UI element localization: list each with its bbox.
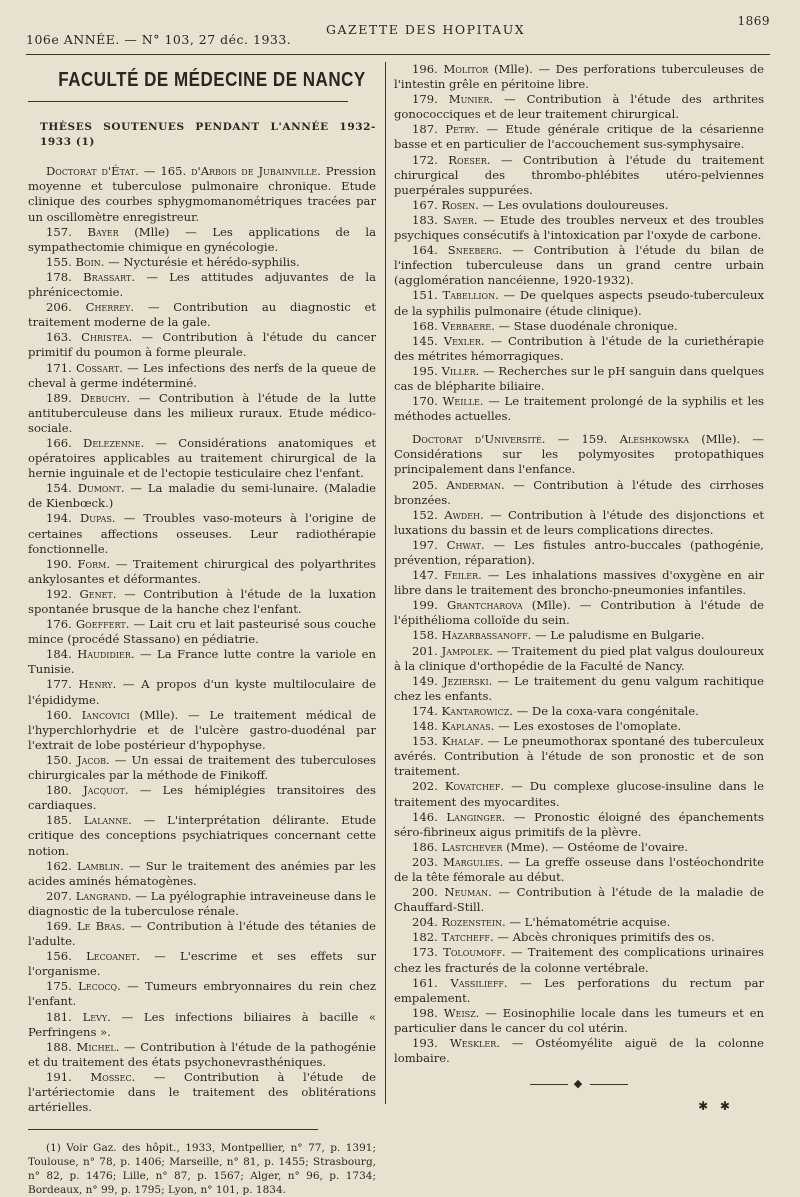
thesis-number: 186. bbox=[412, 839, 438, 854]
thesis-title: — Etude des troubles nerveux et des troubles psychiques consécutifs à l'intoxication par l'oxyde de carbone. bbox=[394, 212, 765, 243]
thesis-title: (Mlle). — Contribution à l'étude de l'épithélioma colloïde du sein. bbox=[394, 598, 765, 628]
thesis-number: 168. bbox=[412, 318, 438, 333]
thesis-title: — La pyélographie intraveineuse dans le diagnostic de la tuberculose rénale. bbox=[28, 888, 376, 918]
thesis-title: — Contribution à l'étude des cirrhoses bronzées. bbox=[394, 477, 765, 507]
author-name: Le Bras. bbox=[76, 918, 126, 933]
thesis-entry bbox=[394, 930, 764, 945]
thesis-title: (Mlle). — Des perforations tuberculeuses de l'intestin grêle en péritoine libre. bbox=[394, 62, 765, 92]
thesis-entry bbox=[394, 628, 764, 643]
footnote-rule bbox=[28, 1129, 318, 1130]
thesis-title: — Contribution à l'étude de la pathogénie et du traitement des états psychonevrasthéniques. bbox=[28, 1039, 377, 1069]
thesis-entry bbox=[394, 644, 764, 674]
footnote: (1) Voir Gaz. des hôpit., 1933, Montpellier, n° 77, p. 1391; Toulouse, n° 78, p. 1406; Marseille, n° 81, p. 1455; Strasbourg, n° 82, p. 1476; Lille, n° 87, p. 1567; Alger, n° 96, p. 1734; Bordeaux, n° 99, p. 1795; Lyon, n° 101, p. 1834. bbox=[28, 1141, 376, 1196]
author-name: Grantcharova bbox=[446, 598, 523, 613]
thesis-entry bbox=[394, 508, 764, 538]
thesis-entry bbox=[28, 391, 376, 436]
thesis-title: — L'escrime et ses effets sur l'organisme. bbox=[28, 949, 377, 979]
thesis-entry bbox=[28, 557, 376, 587]
thesis-title: — La maladie du semi-lunaire. (Maladie de Kienbœck.) bbox=[28, 481, 377, 511]
author-name: Goeffert. bbox=[75, 617, 130, 632]
author-name: Weskler. bbox=[449, 1036, 500, 1050]
thesis-number: 188. bbox=[46, 1039, 72, 1054]
column-divider bbox=[385, 62, 386, 1104]
author-name: Petry. bbox=[445, 122, 479, 137]
author-name: Awdeh. bbox=[444, 507, 484, 522]
thesis-title: — Les hémiplégies transitoires des cardiaques. bbox=[28, 783, 376, 813]
thesis-number: 159. bbox=[581, 432, 608, 447]
title-rule bbox=[28, 101, 348, 102]
thesis-entry bbox=[394, 1036, 764, 1066]
thesis-entry bbox=[394, 945, 764, 975]
right-column bbox=[394, 62, 764, 1140]
thesis-number: 200. bbox=[412, 885, 438, 900]
thesis-number: 160. bbox=[46, 707, 72, 722]
section-heading: Doctorat d'Université. bbox=[412, 432, 546, 447]
thesis-title: — De la coxa-vara congénitale. bbox=[516, 703, 699, 718]
thesis-number: 177. bbox=[46, 677, 72, 692]
thesis-number: 192. bbox=[46, 586, 72, 601]
thesis-title: Pression moyenne et tuberculose pulmonaire chronique. Etude clinique des courbes sphygmomanométriques tracées par un oscillomètre enregistreur. bbox=[28, 164, 377, 224]
thesis-entry bbox=[28, 647, 376, 677]
author-name: Brassart. bbox=[83, 269, 135, 284]
issue-info: 106e ANNÉE. — N° 103, 27 déc. 1933. bbox=[26, 32, 292, 47]
thesis-number: 189. bbox=[46, 390, 72, 405]
thesis-number: 167. bbox=[412, 197, 438, 212]
thesis-title: — L'interprétation délirante. Etude critique des conceptions psychiatriques concernant cette notion. bbox=[28, 813, 376, 858]
thesis-entry bbox=[28, 919, 376, 949]
right-entries-list bbox=[394, 62, 764, 424]
thesis-title: (Mlle). — Le traitement médical de l'hyperchlorhydrie et de l'ulcère gastro-duodénal par l'extrait de lobe postérieur d'hypophyse. bbox=[28, 707, 377, 752]
thesis-title: — Contribution à l'étude de la luxation spontanée brusque de la hanche chez l'enfant. bbox=[28, 586, 376, 616]
thesis-entry bbox=[28, 889, 376, 919]
thesis-title: — L'hématométrie acquise. bbox=[509, 915, 671, 930]
author-name: Aleshkowska bbox=[619, 432, 690, 447]
thesis-entry bbox=[394, 538, 764, 568]
thesis-entry bbox=[394, 1006, 764, 1036]
thesis-title: — Contribution au diagnostic et traitement moderne de la gale. bbox=[28, 300, 376, 330]
thesis-entry bbox=[394, 855, 764, 885]
thesis-entry bbox=[28, 270, 376, 300]
author-name: Margulies. bbox=[442, 854, 504, 869]
thesis-number: 185. bbox=[46, 813, 72, 828]
author-name: Feiler. bbox=[443, 568, 482, 583]
thesis-entry bbox=[28, 300, 376, 330]
thesis-number: 172. bbox=[412, 152, 438, 167]
thesis-entry bbox=[394, 976, 764, 1006]
thesis-title: — Le traitement du genu valgum rachitique chez les enfants. bbox=[394, 673, 765, 703]
thesis-entry bbox=[394, 568, 764, 598]
author-name: Weisz. bbox=[443, 1005, 480, 1020]
thesis-entry bbox=[28, 436, 376, 481]
thesis-number: 162. bbox=[46, 858, 72, 873]
thesis-entry bbox=[394, 364, 764, 394]
author-name: Bayer bbox=[87, 224, 119, 239]
thesis-title: — Contribution à l'étude de l'artériectomie dans le traitement des oblitérations artérielles. bbox=[28, 1069, 377, 1115]
left-column bbox=[28, 62, 377, 1196]
author-name: Henry. bbox=[78, 677, 117, 692]
thesis-number: 171. bbox=[46, 360, 72, 375]
author-name: Lastchever bbox=[441, 839, 503, 854]
author-name: Cossart. bbox=[76, 360, 123, 375]
author-name: d'Arbois de Jubainville. bbox=[191, 164, 321, 179]
thesis-number: 207. bbox=[46, 888, 72, 903]
thesis-title: — Troubles vaso-moteurs à l'origine de certaines affections osseuses. Leur radiothérapie fonctionnelle. bbox=[28, 511, 376, 556]
author-name: Kovatchef. bbox=[444, 779, 505, 794]
author-name: Haudidier. bbox=[77, 647, 135, 662]
author-name: Vexler. bbox=[443, 333, 485, 348]
author-name: Tatcheff. bbox=[441, 930, 494, 945]
thesis-number: 182. bbox=[412, 930, 438, 945]
thesis-number: 147. bbox=[412, 568, 438, 583]
author-name: Rozenstein. bbox=[441, 915, 506, 930]
thesis-number: 155. bbox=[46, 254, 72, 269]
thesis-number: 205. bbox=[412, 477, 438, 492]
thesis-entry bbox=[394, 915, 764, 930]
author-name: Christea. bbox=[81, 330, 133, 345]
thesis-title: — Traitement du pied plat valgus douloureux à la clinique d'orthopédie de la Faculté de Nancy. bbox=[394, 643, 764, 673]
thesis-number: 190. bbox=[46, 556, 72, 571]
thesis-title: (Mlle) — Les applications de la sympathectomie chimique en gynécologie. bbox=[28, 224, 377, 254]
author-name: Genet. bbox=[79, 586, 117, 601]
thesis-number: 206. bbox=[46, 300, 72, 315]
thesis-title: — Les ovulations douloureuses. bbox=[482, 197, 669, 212]
thesis-entry bbox=[394, 334, 764, 364]
thesis-number: 169. bbox=[46, 918, 72, 933]
thesis-title: — Pronostic éloigné des épanchements séro-fibrineux aigus primitifs de la plèvre. bbox=[394, 809, 764, 839]
author-name: Jacquot. bbox=[83, 783, 129, 798]
thesis-number: 176. bbox=[46, 617, 72, 632]
thesis-title: — Contribution à l'étude du traitement chirurgical des thrombo-phlébites utéro-pelviennes puerpérales suppurées. bbox=[394, 152, 765, 197]
thesis-number: 193. bbox=[412, 1036, 438, 1050]
thesis-number: 199. bbox=[412, 598, 438, 613]
thesis-title: — Contribution à l'étude des disjonctions et luxations du bassin et de leurs complications directes. bbox=[394, 507, 765, 537]
thesis-number: 183. bbox=[412, 212, 438, 227]
thesis-number: 180. bbox=[46, 783, 72, 798]
thesis-number: 181. bbox=[46, 1009, 72, 1024]
thesis-entry bbox=[28, 753, 376, 783]
thesis-title: — Sur le traitement des anémies par les acides aminés hématogènes. bbox=[28, 858, 376, 888]
thesis-title: — Contribution à l'étude des tétanies de l'adulte. bbox=[28, 918, 377, 949]
thesis-title: — Du complexe glucose-insuline dans le traitement des myocardites. bbox=[394, 779, 765, 809]
author-name: Tabellion. bbox=[442, 288, 499, 303]
thesis-entry bbox=[394, 840, 764, 855]
thesis-number: 157. bbox=[46, 224, 72, 239]
thesis-title: — Contribution à l'étude du cancer primitif du poumon à forme pleurale. bbox=[28, 330, 377, 360]
author-name: Dumont. bbox=[77, 481, 125, 496]
thesis-entry bbox=[28, 708, 376, 753]
thesis-title: — Les perforations du rectum par empalement. bbox=[394, 975, 765, 1005]
thesis-entry bbox=[394, 478, 764, 508]
author-name: Boin. bbox=[75, 254, 105, 269]
thesis-number: 197. bbox=[412, 537, 438, 552]
thesis-title: (Mlle). — Considérations sur les polymyosites protopathiques principalement dans l'enfance. bbox=[394, 432, 764, 477]
thesis-number: 150. bbox=[46, 752, 72, 767]
thesis-entry bbox=[28, 979, 376, 1009]
thesis-title: — Les attitudes adjuvantes de la phrénicectomie. bbox=[28, 269, 377, 300]
thesis-entry bbox=[28, 1070, 376, 1115]
thesis-title: — Abcès chroniques primitifs des os. bbox=[497, 930, 715, 945]
journal-title: GAZETTE DES HOPITAUX bbox=[326, 22, 526, 37]
author-name: Khalaf. bbox=[441, 734, 484, 749]
thesis-number: 165. bbox=[160, 164, 187, 179]
author-name: Toloumoff. bbox=[443, 945, 506, 960]
thesis-number: 151. bbox=[412, 288, 438, 303]
thesis-entry bbox=[28, 225, 376, 255]
thesis-number: 204. bbox=[412, 915, 438, 930]
thesis-title: — Considérations anatomiques et opératoires applicables au traitement chirurgical de la hernie inguinale et de l'ectopie testiculaire chez l'enfant. bbox=[28, 435, 377, 481]
thesis-number: 153. bbox=[412, 734, 438, 749]
thesis-title: — La greffe osseuse dans l'ostéochondrite de la tête fémorale au début. bbox=[394, 854, 765, 884]
thesis-number: 203. bbox=[412, 854, 438, 869]
thesis-number: 154. bbox=[46, 481, 72, 496]
thesis-title: — Ostéomyélite aiguë de la colonne lombaire. bbox=[394, 1036, 765, 1066]
thesis-entry bbox=[28, 813, 376, 858]
thesis-title: — Stase duodénale chronique. bbox=[498, 318, 678, 333]
thesis-title: — Contribution à l'étude de la lutte antituberculeuse dans les milieux ruraux. Etude médico-sociale. bbox=[28, 390, 376, 435]
thesis-number: 163. bbox=[46, 330, 72, 345]
thesis-entry bbox=[28, 511, 376, 556]
author-name: Molitor bbox=[443, 62, 489, 76]
author-name: Jezierski. bbox=[442, 673, 493, 688]
author-name: Hazarbassanoff. bbox=[441, 628, 532, 643]
theses-title: THÈSES SOUTENUES PENDANT L'ANNÉE 1932-1933 (1) bbox=[40, 121, 376, 149]
thesis-title: — Contribution à l'étude de la curiethérapie des métrites hémorragiques. bbox=[394, 333, 764, 363]
thesis-number: 179. bbox=[412, 92, 438, 107]
author-name: Anderman. bbox=[446, 477, 505, 492]
thesis-number: 158. bbox=[412, 628, 438, 643]
thesis-title: — De quelques aspects pseudo-tuberculeux de la syphilis pulmonaire (étude clinique). bbox=[394, 288, 765, 318]
thesis-entry bbox=[394, 319, 764, 334]
thesis-number: 175. bbox=[46, 979, 72, 994]
thesis-entry bbox=[28, 677, 376, 707]
thesis-entry bbox=[28, 783, 376, 813]
page-number: 1869 bbox=[737, 14, 770, 28]
thesis-entry bbox=[394, 719, 764, 734]
author-name: Langrand. bbox=[75, 888, 132, 903]
running-header bbox=[26, 14, 770, 54]
thesis-title: — La France lutte contre la variole en Tunisie. bbox=[28, 647, 377, 677]
thesis-entry bbox=[28, 1040, 376, 1070]
thesis-number: 173. bbox=[412, 945, 438, 960]
thesis-entry bbox=[28, 481, 376, 511]
thesis-entry bbox=[394, 704, 764, 719]
thesis-number: 149. bbox=[412, 673, 438, 688]
header-rule bbox=[26, 54, 770, 55]
thesis-entry bbox=[394, 810, 764, 840]
thesis-number: 178. bbox=[46, 269, 72, 284]
thesis-title: — Les infections des nerfs de la queue de cheval à germe indéterminé. bbox=[28, 360, 377, 390]
thesis-entry bbox=[28, 255, 376, 270]
thesis-title: — Le traitement prolongé de la syphilis et les méthodes actuelles. bbox=[394, 394, 764, 424]
thesis-title: — Tumeurs embryonnaires du rein chez l'enfant. bbox=[28, 979, 377, 1009]
author-name: Form. bbox=[77, 556, 111, 571]
thesis-title: (Mme). — Ostéome de l'ovaire. bbox=[506, 839, 689, 854]
thesis-number: 146. bbox=[412, 809, 438, 824]
thesis-number: 202. bbox=[412, 779, 438, 794]
author-name: Michel. bbox=[76, 1039, 120, 1054]
thesis-entry bbox=[394, 243, 764, 288]
thesis-title: — Le paludisme en Bulgarie. bbox=[535, 628, 705, 643]
thesis-entry bbox=[28, 330, 376, 360]
thesis-title: — Nycturésie et hérédo-syphilis. bbox=[108, 254, 300, 269]
thesis-entry bbox=[394, 62, 764, 92]
thesis-entry bbox=[28, 617, 376, 647]
thesis-number: 198. bbox=[412, 1005, 438, 1020]
thesis-entry bbox=[28, 949, 376, 979]
author-name: Sneeberg. bbox=[447, 243, 503, 258]
end-ornament: ◆ bbox=[394, 1076, 764, 1091]
thesis-number: 187. bbox=[412, 122, 438, 137]
thesis-entry bbox=[394, 779, 764, 809]
author-name: Neuman. bbox=[444, 885, 492, 900]
thesis-number: 161. bbox=[412, 975, 438, 990]
author-name: Weille. bbox=[442, 394, 484, 409]
author-name: Verbaere. bbox=[441, 318, 495, 333]
author-name: Cherrey. bbox=[85, 300, 135, 315]
thesis-number: 184. bbox=[46, 647, 72, 662]
doctorat-universite-list bbox=[394, 432, 764, 1066]
author-name: Dupas. bbox=[79, 511, 116, 526]
thesis-title: — Le pneumothorax spontané des tuberculeux avérés. Contribution à l'étude de son pronostic et de son traitement. bbox=[394, 734, 764, 779]
thesis-title: — Contribution à l'étude de la maladie de Chauffard-Still. bbox=[394, 885, 764, 915]
end-stars: ✱ ✱ bbox=[698, 1099, 734, 1114]
author-name: Viller. bbox=[441, 363, 480, 378]
thesis-number: 201. bbox=[412, 643, 438, 658]
thesis-entry bbox=[394, 213, 764, 243]
thesis-entry bbox=[394, 674, 764, 704]
thesis-number: 196. bbox=[412, 62, 438, 76]
faculty-title: FACULTÉ DE MÉDECINE DE NANCY bbox=[58, 68, 366, 91]
author-name: Debuchy. bbox=[80, 390, 131, 405]
author-name: Chwat. bbox=[446, 537, 485, 552]
thesis-number: 195. bbox=[412, 363, 438, 378]
author-name: Lamblin. bbox=[77, 858, 124, 873]
thesis-entry bbox=[394, 598, 764, 628]
thesis-title: — Traitement chirurgical des polyarthrites ankylosantes et déformantes. bbox=[28, 556, 376, 586]
thesis-title: — Les fistules antro-buccales (pathogénie, prévention, réparation). bbox=[394, 537, 764, 567]
thesis-number: 170. bbox=[412, 394, 438, 409]
thesis-entry bbox=[28, 587, 376, 617]
author-name: Lecocq. bbox=[78, 979, 121, 994]
author-name: Lecoanet. bbox=[86, 949, 140, 964]
thesis-entry bbox=[28, 361, 376, 391]
thesis-number: 152. bbox=[412, 507, 438, 522]
thesis-title: — A propos d'un kyste multiloculaire de l'épididyme. bbox=[28, 677, 377, 707]
author-name: Iancovici bbox=[81, 707, 130, 722]
thesis-title: — Recherches sur le pH sanguin dans quelques cas de blépharite biliaire. bbox=[394, 363, 765, 393]
author-name: Lalanne. bbox=[83, 813, 132, 828]
thesis-entry: Doctorat d'Université. — 159. Aleshkowska (Mlle). — Considérations sur les polymyosites protopathiques principalement dans l'enfance. bbox=[394, 432, 764, 477]
author-name: Kantarowicz. bbox=[441, 703, 513, 718]
thesis-number: 148. bbox=[412, 719, 438, 734]
author-name: Kaplanas. bbox=[441, 719, 495, 734]
thesis-entry bbox=[394, 153, 764, 198]
author-name: Roeser. bbox=[448, 152, 491, 167]
thesis-number: 164. bbox=[412, 243, 438, 258]
thesis-entry bbox=[28, 859, 376, 889]
thesis-number: 145. bbox=[412, 333, 438, 348]
thesis-entry bbox=[394, 288, 764, 318]
thesis-title: — Traitement des complications urinaires chez les fracturés de la colonne vertébrale. bbox=[394, 945, 764, 975]
thesis-number: 174. bbox=[412, 703, 438, 718]
thesis-entry bbox=[394, 734, 764, 779]
thesis-number: 191. bbox=[46, 1069, 72, 1084]
author-name: Mossec. bbox=[90, 1069, 136, 1084]
author-name: Jampolek. bbox=[441, 643, 493, 658]
author-name: Jacob. bbox=[76, 752, 110, 767]
thesis-number: 156. bbox=[46, 949, 72, 964]
author-name: Rosen. bbox=[441, 197, 479, 212]
thesis-entry bbox=[394, 394, 764, 424]
thesis-entry bbox=[394, 122, 764, 152]
thesis-number: 194. bbox=[46, 511, 72, 526]
thesis-title: — Contribution à l'étude du bilan de l'infection tuberculeuse dans un grand centre urbain (agglomération nancéienne, 1920-1932). bbox=[394, 243, 764, 288]
author-name: Vassilieff. bbox=[450, 975, 508, 990]
thesis-number: 166. bbox=[46, 435, 72, 450]
thesis-entry bbox=[394, 885, 764, 915]
author-name: Sayer. bbox=[443, 212, 478, 227]
thesis-title: — Un essai de traitement des tuberculoses chirurgicales par la méthode de Finikoff. bbox=[28, 752, 376, 783]
thesis-title: — Les exostoses de l'omoplate. bbox=[498, 719, 682, 734]
thesis-entry bbox=[394, 92, 764, 122]
thesis-title: — Etude générale critique de la césarienne basse et en particulier de l'accouchement sus-symphysaire. bbox=[394, 122, 764, 152]
thesis-title: — Eosinophilie locale dans les tumeurs et en particulier dans le cancer du col utérin. bbox=[394, 1005, 765, 1035]
thesis-entry bbox=[28, 1010, 376, 1040]
thesis-entry: Doctorat d'État. — 165. d'Arbois de Jubainville. Pression moyenne et tuberculose pulmonaire chronique. Etude clinique des courbes sphygmomanométriques tracées par un oscillomètre enregistreur. bbox=[28, 164, 377, 224]
doctorat-etat-list bbox=[28, 164, 376, 1115]
thesis-title: — Les inhalations massives d'oxygène en air libre dans le traitement des broncho-pneumonies infantiles. bbox=[394, 568, 765, 598]
thesis-title: — Lait cru et lait pasteurisé sous couche mince (procédé Stassano) en pédiatrie. bbox=[28, 617, 377, 647]
thesis-entry bbox=[394, 198, 764, 213]
author-name: Levy. bbox=[82, 1009, 111, 1024]
author-name: Langinger. bbox=[446, 809, 506, 824]
section-heading: Doctorat d'État. bbox=[46, 164, 139, 179]
author-name: Munier. bbox=[448, 92, 494, 107]
author-name: Delezenne. bbox=[83, 435, 145, 450]
thesis-title: — Contribution à l'étude des arthrites gonococciques et de leur traitement chirurgical. bbox=[394, 92, 765, 122]
thesis-title: — Les infections biliaires à bacille « Perfringens ». bbox=[28, 1009, 376, 1039]
